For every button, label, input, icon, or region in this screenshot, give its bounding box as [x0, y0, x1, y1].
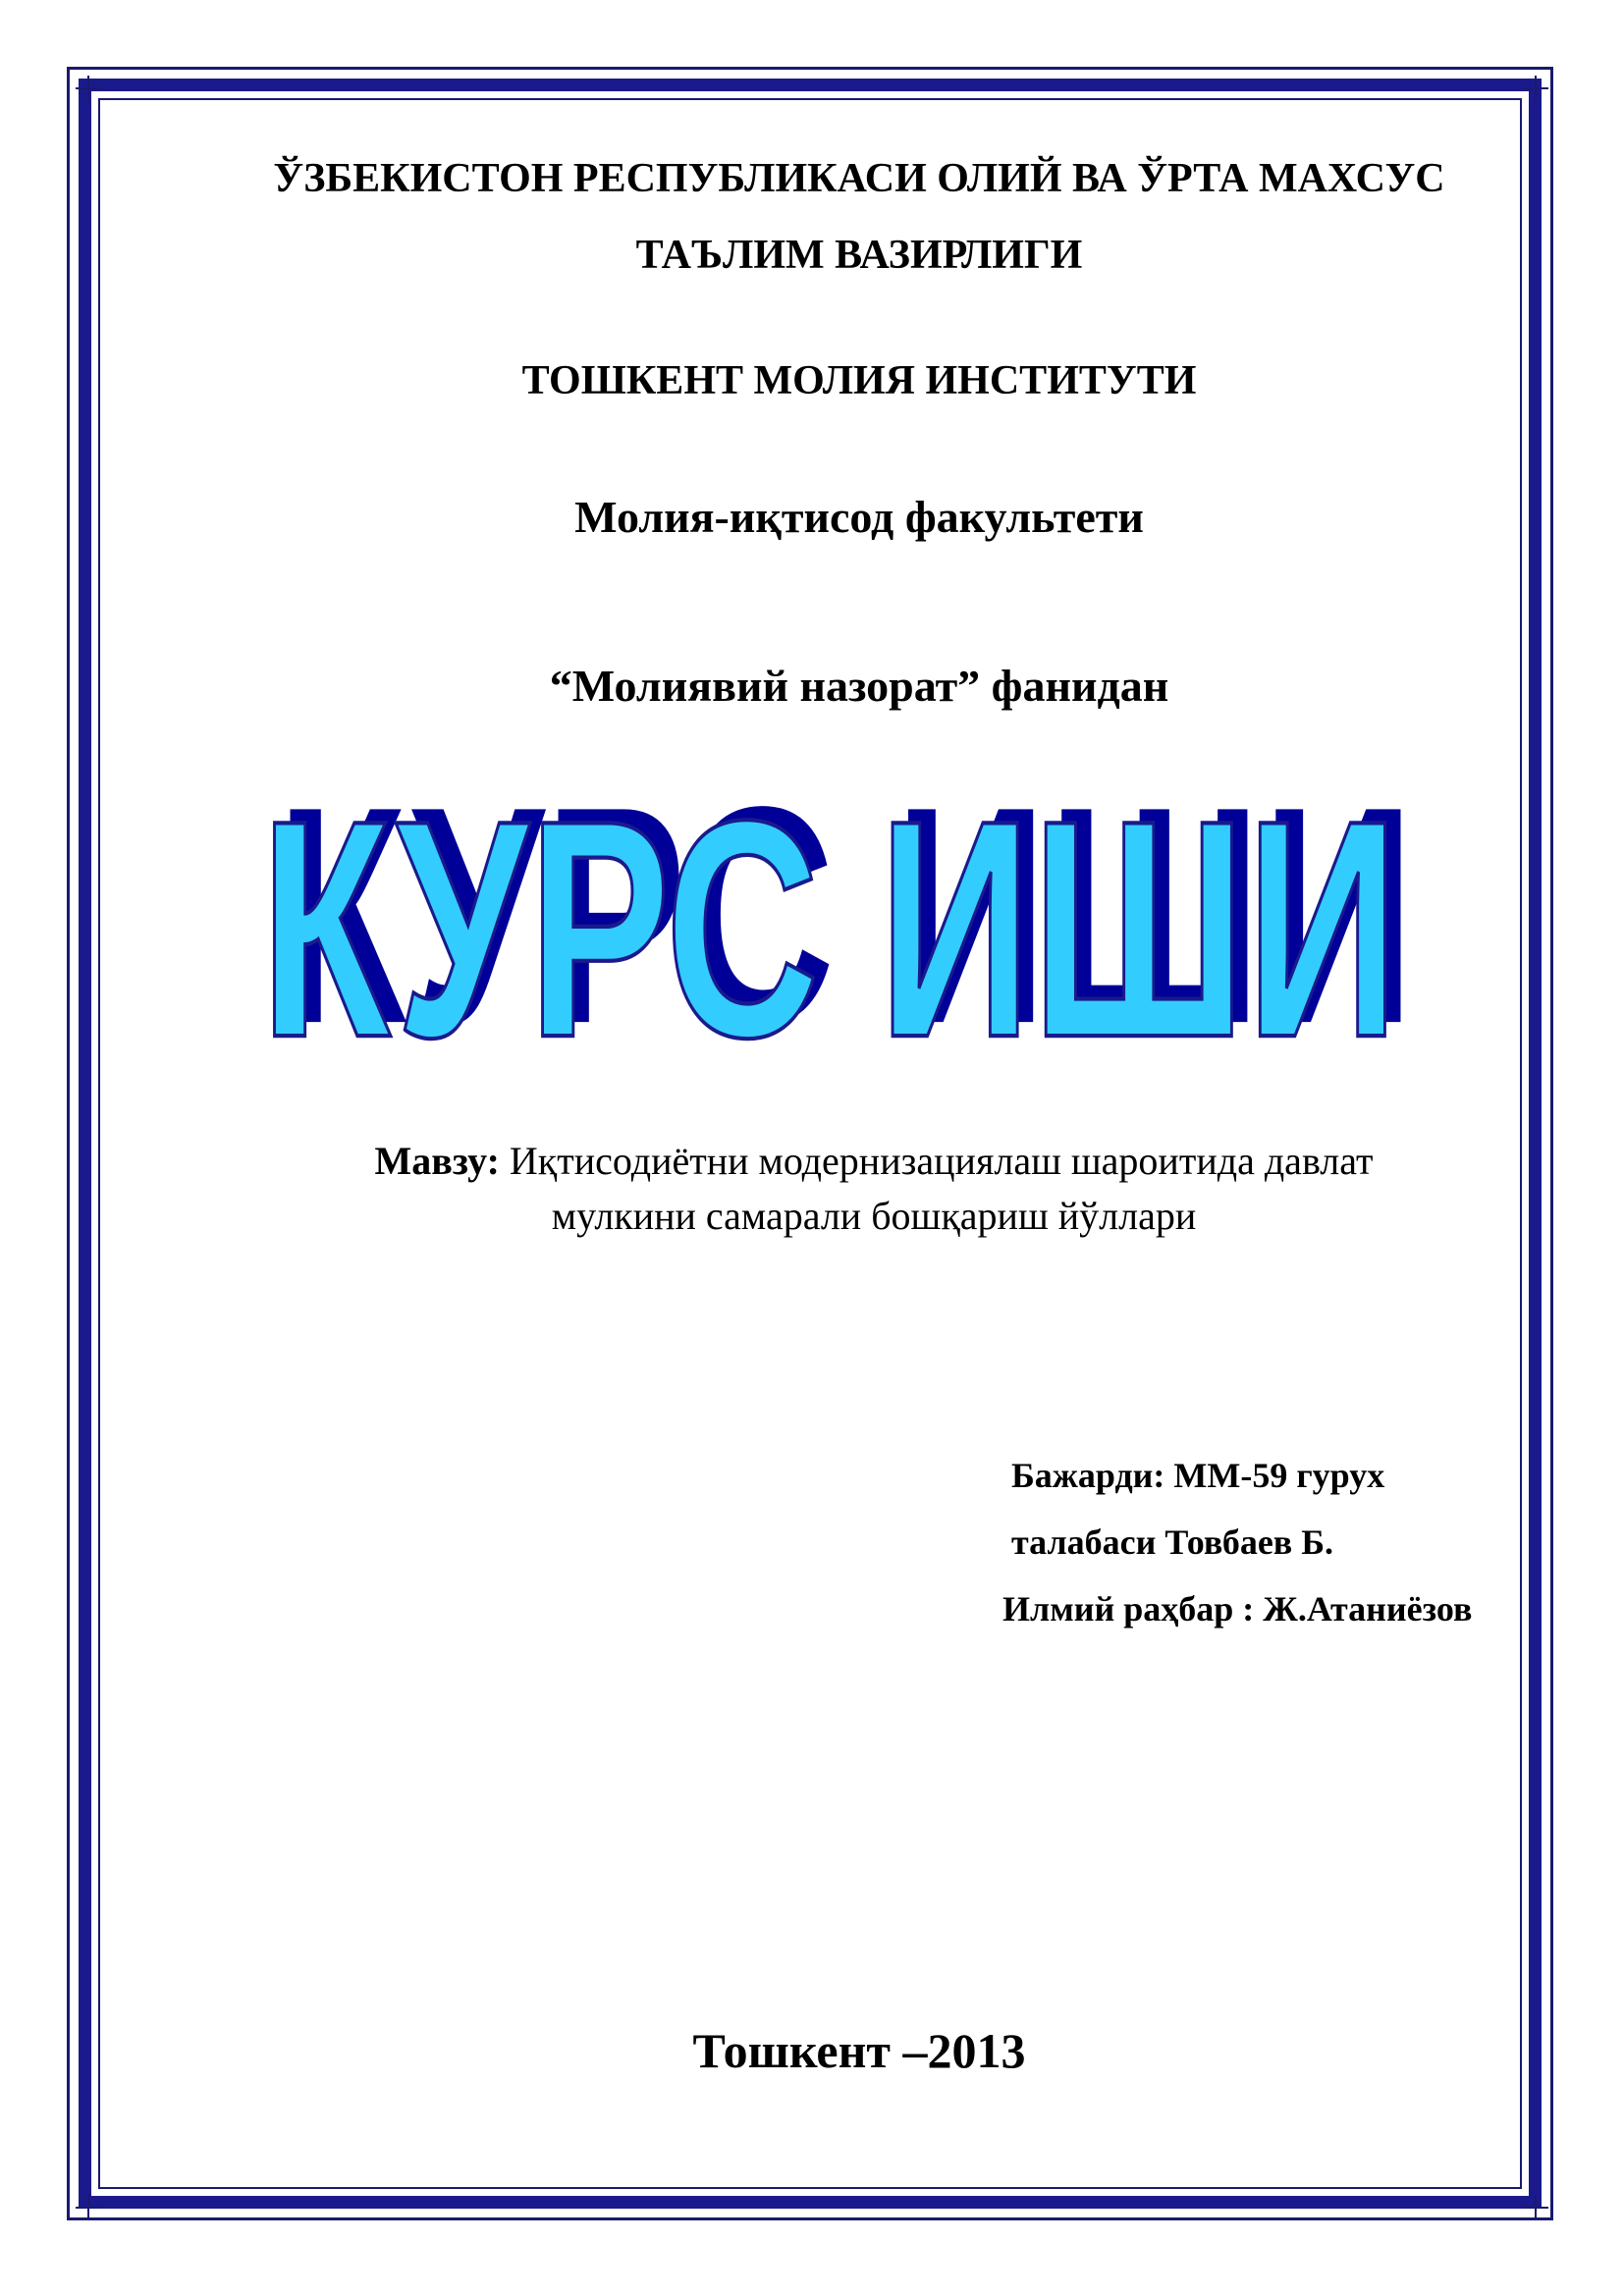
city-year: Тошкент –2013: [692, 2023, 1026, 2078]
svg-text:КУРС ИШИ: КУРС ИШИ: [276, 766, 1416, 1080]
topic-line-1: [196, 1134, 1551, 1189]
topic-text-2: мулкини самарали бошқариш йўллари: [551, 1194, 1197, 1238]
corner-ornament: [1523, 2195, 1548, 2220]
wordart-fill: [260, 766, 1399, 1080]
wordart-title: [216, 766, 1443, 1080]
topic-block: [196, 1134, 1551, 1244]
supervisor-line: Илмий раҳбар : Ж.Атаниёзов: [1002, 1589, 1473, 1629]
subject-line: “Молиявий назорат” фанидан: [549, 661, 1169, 711]
author-line-1: Бажарди: ММ-59 гурух: [1011, 1456, 1385, 1495]
corner-ornament: [76, 2195, 101, 2220]
author-line-2: талабаси Товбаев Б.: [1011, 1522, 1334, 1562]
topic-text-1: Иқтисодиётни модернизациялаш шароитида давлат: [509, 1139, 1374, 1183]
corner-ornament: [1523, 76, 1548, 101]
institute-name: ТОШКЕНТ МОЛИЯ ИНСТИТУТИ: [521, 358, 1197, 403]
svg-text:КУРС ИШИ: КУРС ИШИ: [260, 766, 1400, 1080]
corner-ornament: [76, 76, 101, 101]
ministry-line-1: ЎЗБЕКИСТОН РЕСПУБЛИКАСИ ОЛИЙ ВА ЎРТА МАХСУС: [273, 156, 1445, 201]
faculty-name: Молия-иқтисод факультети: [574, 492, 1144, 542]
topic-label: Мавзу:: [374, 1139, 500, 1183]
ministry-line-2: ТАЪЛИМ ВАЗИРЛИГИ: [635, 233, 1083, 278]
